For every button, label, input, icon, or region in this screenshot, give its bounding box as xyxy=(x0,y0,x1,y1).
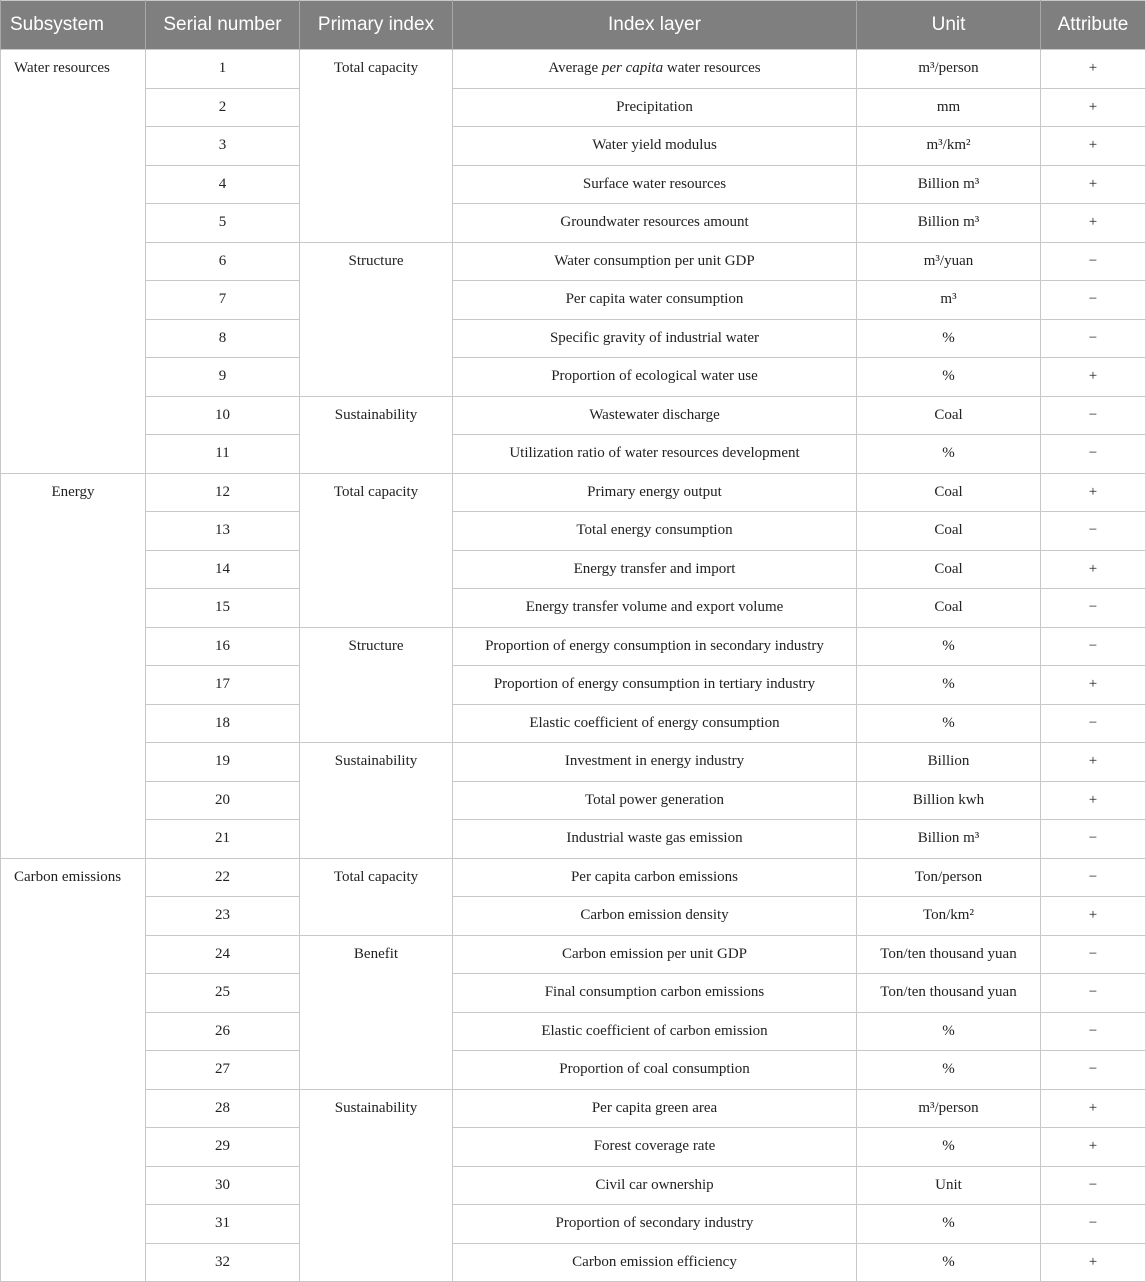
unit-cell: Coal xyxy=(857,550,1041,589)
attribute-cell: − xyxy=(1041,1166,1145,1205)
serial-cell: 18 xyxy=(146,704,300,743)
unit-cell: % xyxy=(857,358,1041,397)
attribute-cell: + xyxy=(1041,897,1145,936)
table-row xyxy=(1,1012,1145,1051)
attribute-cell: − xyxy=(1041,704,1145,743)
table-row xyxy=(1,550,1145,589)
index-layer-cell: Civil car ownership xyxy=(453,1166,857,1205)
table-row xyxy=(1,743,1145,782)
header-subsystem: Subsystem xyxy=(1,1,146,50)
attribute-cell: − xyxy=(1041,935,1145,974)
table-row xyxy=(1,358,1145,397)
index-layer-cell: Proportion of energy consumption in secondary industry xyxy=(453,627,857,666)
index-layer-cell: Total power generation xyxy=(453,781,857,820)
unit-cell: Billion m³ xyxy=(857,165,1041,204)
unit-cell: % xyxy=(857,1128,1041,1167)
index-layer-cell: Specific gravity of industrial water xyxy=(453,319,857,358)
index-layer-prefix: Average xyxy=(548,60,601,76)
attribute-cell: + xyxy=(1041,1243,1145,1282)
attribute-cell: + xyxy=(1041,1128,1145,1167)
unit-cell: % xyxy=(857,319,1041,358)
unit-cell: m³/km² xyxy=(857,127,1041,166)
attribute-cell: − xyxy=(1041,820,1145,859)
unit-cell: mm xyxy=(857,88,1041,127)
table-row xyxy=(1,858,1145,897)
index-layer-cell: Energy transfer volume and export volume xyxy=(453,589,857,628)
attribute-cell: − xyxy=(1041,1205,1145,1244)
unit-cell: Billion m³ xyxy=(857,820,1041,859)
serial-cell: 5 xyxy=(146,204,300,243)
index-layer-italic: per capita xyxy=(602,60,663,76)
unit-cell: m³/yuan xyxy=(857,242,1041,281)
table-row xyxy=(1,1243,1145,1282)
serial-cell: 20 xyxy=(146,781,300,820)
serial-cell: 19 xyxy=(146,743,300,782)
attribute-cell: − xyxy=(1041,512,1145,551)
index-layer-cell: Final consumption carbon emissions xyxy=(453,974,857,1013)
table-row xyxy=(1,127,1145,166)
table-row xyxy=(1,1205,1145,1244)
unit-cell: Billion xyxy=(857,743,1041,782)
table-row xyxy=(1,935,1145,974)
table-row xyxy=(1,512,1145,551)
serial-cell: 10 xyxy=(146,396,300,435)
unit-cell: % xyxy=(857,1243,1041,1282)
table-row xyxy=(1,396,1145,435)
primary-index-cell: Total capacity xyxy=(300,473,453,627)
table-row xyxy=(1,897,1145,936)
attribute-cell: − xyxy=(1041,319,1145,358)
table-row xyxy=(1,319,1145,358)
index-layer-cell xyxy=(453,50,857,89)
unit-cell: Ton/km² xyxy=(857,897,1041,936)
serial-cell: 23 xyxy=(146,897,300,936)
header-primary-index: Primary index xyxy=(300,1,453,50)
serial-cell: 25 xyxy=(146,974,300,1013)
table-row xyxy=(1,204,1145,243)
attribute-cell: + xyxy=(1041,204,1145,243)
subsystem-cell: Water resources xyxy=(1,50,146,474)
attribute-cell: + xyxy=(1041,358,1145,397)
index-layer-cell: Carbon emission density xyxy=(453,897,857,936)
unit-cell: m³/person xyxy=(857,50,1041,89)
attribute-cell: + xyxy=(1041,127,1145,166)
table-row xyxy=(1,1166,1145,1205)
attribute-cell: + xyxy=(1041,666,1145,705)
serial-cell: 7 xyxy=(146,281,300,320)
primary-index-cell: Sustainability xyxy=(300,1089,453,1282)
index-layer-cell: Surface water resources xyxy=(453,165,857,204)
unit-cell: % xyxy=(857,1012,1041,1051)
header-attribute: Attribute xyxy=(1041,1,1145,50)
index-layer-cell: Total energy consumption xyxy=(453,512,857,551)
index-layer-cell: Elastic coefficient of carbon emission xyxy=(453,1012,857,1051)
primary-index-cell: Sustainability xyxy=(300,743,453,859)
attribute-cell: + xyxy=(1041,165,1145,204)
table-header xyxy=(1,1,1145,50)
attribute-cell: − xyxy=(1041,435,1145,474)
table-row xyxy=(1,242,1145,281)
unit-cell: Unit xyxy=(857,1166,1041,1205)
serial-cell: 6 xyxy=(146,242,300,281)
attribute-cell: − xyxy=(1041,858,1145,897)
unit-cell: % xyxy=(857,1205,1041,1244)
unit-cell: m³ xyxy=(857,281,1041,320)
attribute-cell: − xyxy=(1041,974,1145,1013)
primary-index-cell: Structure xyxy=(300,627,453,743)
table-row xyxy=(1,627,1145,666)
index-layer-cell: Proportion of coal consumption xyxy=(453,1051,857,1090)
serial-cell: 26 xyxy=(146,1012,300,1051)
index-layer-cell: Groundwater resources amount xyxy=(453,204,857,243)
attribute-cell: + xyxy=(1041,88,1145,127)
attribute-cell: − xyxy=(1041,242,1145,281)
index-layer-cell: Carbon emission efficiency xyxy=(453,1243,857,1282)
serial-cell: 8 xyxy=(146,319,300,358)
index-layer-cell: Primary energy output xyxy=(453,473,857,512)
table-row xyxy=(1,1128,1145,1167)
attribute-cell: − xyxy=(1041,589,1145,628)
attribute-cell: + xyxy=(1041,1089,1145,1128)
serial-cell: 28 xyxy=(146,1089,300,1128)
unit-cell: m³/person xyxy=(857,1089,1041,1128)
unit-cell: Ton/ten thousand yuan xyxy=(857,974,1041,1013)
index-layer-cell: Proportion of secondary industry xyxy=(453,1205,857,1244)
index-layer-cell: Proportion of ecological water use xyxy=(453,358,857,397)
table-body xyxy=(1,50,1145,1282)
index-layer-cell: Precipitation xyxy=(453,88,857,127)
index-layer-cell: Forest coverage rate xyxy=(453,1128,857,1167)
serial-cell: 12 xyxy=(146,473,300,512)
primary-index-cell: Total capacity xyxy=(300,858,453,935)
index-layer-cell: Per capita carbon emissions xyxy=(453,858,857,897)
unit-cell: Coal xyxy=(857,396,1041,435)
primary-index-cell: Structure xyxy=(300,242,453,396)
index-layer-cell: Industrial waste gas emission xyxy=(453,820,857,859)
unit-cell: Coal xyxy=(857,473,1041,512)
serial-cell: 24 xyxy=(146,935,300,974)
primary-index-cell: Total capacity xyxy=(300,50,453,243)
header-index-layer: Index layer xyxy=(453,1,857,50)
serial-cell: 29 xyxy=(146,1128,300,1167)
unit-cell: Billion m³ xyxy=(857,204,1041,243)
serial-cell: 32 xyxy=(146,1243,300,1282)
index-layer-suffix: water resources xyxy=(663,60,760,76)
table-row xyxy=(1,50,1145,89)
serial-cell: 27 xyxy=(146,1051,300,1090)
serial-cell: 15 xyxy=(146,589,300,628)
table-row xyxy=(1,281,1145,320)
header-unit: Unit xyxy=(857,1,1041,50)
index-layer-cell: Per capita water consumption xyxy=(453,281,857,320)
serial-cell: 30 xyxy=(146,1166,300,1205)
unit-cell: Billion kwh xyxy=(857,781,1041,820)
header-row xyxy=(1,1,1145,50)
unit-cell: Coal xyxy=(857,589,1041,628)
table-row xyxy=(1,666,1145,705)
index-layer-cell: Water consumption per unit GDP xyxy=(453,242,857,281)
subsystem-cell: Energy xyxy=(1,473,146,858)
table-row xyxy=(1,165,1145,204)
unit-cell: % xyxy=(857,627,1041,666)
serial-cell: 31 xyxy=(146,1205,300,1244)
table-row xyxy=(1,473,1145,512)
serial-cell: 2 xyxy=(146,88,300,127)
index-layer-cell: Carbon emission per unit GDP xyxy=(453,935,857,974)
table-row xyxy=(1,589,1145,628)
unit-cell: % xyxy=(857,704,1041,743)
serial-cell: 1 xyxy=(146,50,300,89)
unit-cell: % xyxy=(857,435,1041,474)
table-row xyxy=(1,820,1145,859)
index-layer-cell: Energy transfer and import xyxy=(453,550,857,589)
table-row xyxy=(1,435,1145,474)
unit-cell: % xyxy=(857,666,1041,705)
serial-cell: 11 xyxy=(146,435,300,474)
attribute-cell: + xyxy=(1041,550,1145,589)
serial-cell: 22 xyxy=(146,858,300,897)
unit-cell: Coal xyxy=(857,512,1041,551)
serial-cell: 9 xyxy=(146,358,300,397)
attribute-cell: − xyxy=(1041,1051,1145,1090)
index-layer-cell: Water yield modulus xyxy=(453,127,857,166)
unit-cell: % xyxy=(857,1051,1041,1090)
serial-cell: 21 xyxy=(146,820,300,859)
table-row xyxy=(1,88,1145,127)
attribute-cell: + xyxy=(1041,781,1145,820)
table-row xyxy=(1,1089,1145,1128)
unit-cell: Ton/person xyxy=(857,858,1041,897)
table-row xyxy=(1,974,1145,1013)
table-row xyxy=(1,1051,1145,1090)
serial-cell: 17 xyxy=(146,666,300,705)
table-row xyxy=(1,704,1145,743)
attribute-cell: − xyxy=(1041,627,1145,666)
index-layer-cell: Per capita green area xyxy=(453,1089,857,1128)
index-layer-cell: Proportion of energy consumption in tertiary industry xyxy=(453,666,857,705)
index-layer-cell: Utilization ratio of water resources development xyxy=(453,435,857,474)
table-row xyxy=(1,781,1145,820)
serial-cell: 14 xyxy=(146,550,300,589)
attribute-cell: − xyxy=(1041,1012,1145,1051)
attribute-cell: + xyxy=(1041,473,1145,512)
subsystem-cell: Carbon emissions xyxy=(1,858,146,1282)
serial-cell: 13 xyxy=(146,512,300,551)
primary-index-cell: Benefit xyxy=(300,935,453,1089)
index-layer-cell: Wastewater discharge xyxy=(453,396,857,435)
serial-cell: 4 xyxy=(146,165,300,204)
attribute-cell: − xyxy=(1041,396,1145,435)
attribute-cell: − xyxy=(1041,281,1145,320)
serial-cell: 3 xyxy=(146,127,300,166)
header-serial-number: Serial number xyxy=(146,1,300,50)
serial-cell: 16 xyxy=(146,627,300,666)
index-layer-cell: Investment in energy industry xyxy=(453,743,857,782)
attribute-cell: + xyxy=(1041,743,1145,782)
primary-index-cell: Sustainability xyxy=(300,396,453,473)
index-layer-cell: Elastic coefficient of energy consumption xyxy=(453,704,857,743)
attribute-cell: + xyxy=(1041,50,1145,89)
unit-cell: Ton/ten thousand yuan xyxy=(857,935,1041,974)
